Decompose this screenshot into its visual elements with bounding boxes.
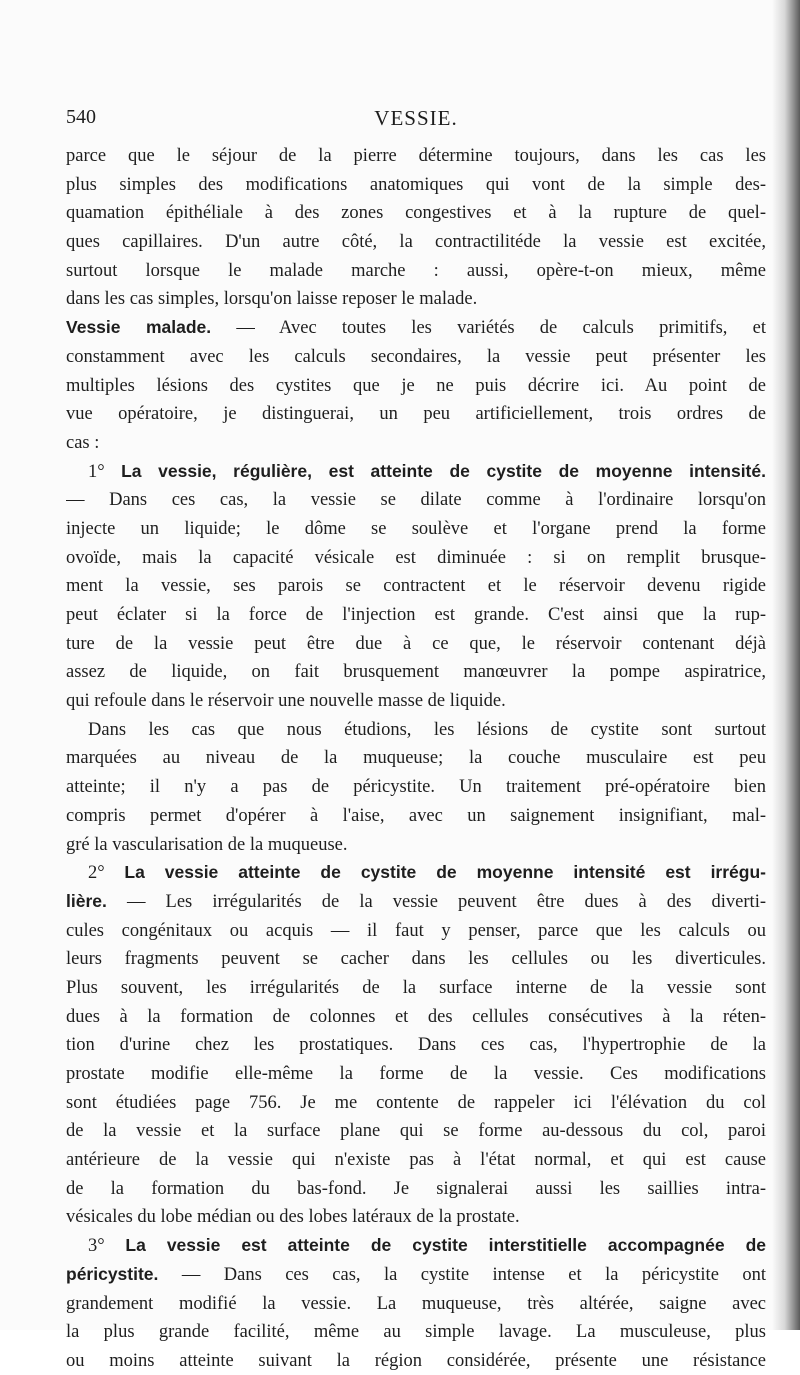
text-line: Plus souvent, les irrégularités de la surface interne de la vessie sont bbox=[66, 977, 766, 998]
text-line: grandement modifié la vessie. La muqueuse, très altérée, saigne avec bbox=[66, 1293, 766, 1314]
text-line: dans les cas simples, lorsqu'on laisse reposer le malade. bbox=[66, 289, 478, 310]
text-line: compris permet d'opérer à l'aise, avec un saignement insignifiant, mal- bbox=[66, 805, 766, 826]
text-line: sont étudiées page 756. Je me contente de rappeler ici l'élévation du col bbox=[66, 1092, 766, 1113]
text-line: de la vessie et la surface plane qui se forme au-dessous du col, paroi bbox=[66, 1121, 766, 1142]
text-line: — Dans ces cas, la vessie se dilate comme à l'ordinaire lorsqu'on bbox=[66, 490, 766, 511]
text-line: gré la vascularisation de la muqueuse. bbox=[66, 834, 348, 855]
text-line: cas : bbox=[66, 432, 100, 453]
text-line: prostate modifie elle-même la forme de la vessie. Ces modifications bbox=[66, 1064, 766, 1084]
page-edge-shadow bbox=[772, 0, 800, 1330]
running-title: VESSIE. bbox=[374, 106, 458, 130]
text-line: parce que le séjour de la pierre détermine toujours, dans les cas les bbox=[66, 146, 766, 166]
text-line: antérieure de la vessie qui n'existe pas à l'état normal, et qui est cause bbox=[66, 1150, 766, 1171]
text-line: atteinte; il n'y a pas de péricystite. Un traitement pré-opératoire bien bbox=[66, 777, 766, 798]
text-line: dues à la formation de colonnes et des cellules consécutives à la réten- bbox=[66, 1006, 766, 1027]
text-line: ture de la vessie peut être due à ce que, le réservoir contenant déjà bbox=[66, 633, 766, 654]
text-line: cules congénitaux ou acquis — il faut y penser, parce que les calculs ou bbox=[66, 920, 766, 941]
text-line: multiples lésions des cystites que je ne puis décrire ici. Au point de bbox=[66, 375, 766, 396]
text-line: leurs fragments peuvent se cacher dans les cellules ou les diverticules. bbox=[66, 949, 766, 970]
text-line: ovoïde, mais la capacité vésicale est diminuée : si on remplit brusque- bbox=[66, 547, 766, 568]
text-line: ou moins atteinte suivant la région considérée, présente une résistance bbox=[66, 1350, 766, 1371]
text-line: injecte un liquide; le dôme se soulève et l'organe prend la forme bbox=[66, 518, 766, 539]
text-line: lière. — Les irrégularités de la vessie peuvent être dues à des diverti- bbox=[66, 890, 766, 912]
text-line: ment la vessie, ses parois se contractent et le réservoir devenu rigide bbox=[66, 576, 766, 597]
text-line: quamation épithéliale à des zones congestives et à la rupture de quel- bbox=[66, 203, 766, 224]
text-line: vésicales du lobe médian ou des lobes latéraux de la prostate. bbox=[66, 1207, 520, 1228]
text-line: constamment avec les calculs secondaires, la vessie peut présenter les bbox=[66, 346, 766, 367]
text-line: plus simples des modifications anatomiques qui vont de la simple des- bbox=[66, 174, 766, 195]
body-text bbox=[66, 141, 766, 1375]
text-line: la plus grande facilité, même au simple lavage. La musculeuse, plus bbox=[66, 1322, 766, 1343]
text-line: 3° La vessie est atteinte de cystite interstitielle accompagnée de bbox=[88, 1235, 766, 1257]
text-line: Dans les cas que nous étudions, les lésions de cystite sont surtout bbox=[88, 719, 766, 740]
text-line: assez de liquide, on fait brusquement manœuvrer la pompe aspiratrice, bbox=[66, 662, 766, 683]
text-line: Vessie malade. — Avec toutes les variétés de calculs primitifs, et bbox=[66, 317, 766, 339]
text-line: de la formation du bas-fond. Je signalerai aussi les saillies intra- bbox=[66, 1178, 766, 1199]
text-line: qui refoule dans le réservoir une nouvelle masse de liquide. bbox=[66, 691, 506, 712]
text-line: peut éclater si la force de l'injection est grande. C'est ainsi que la rup- bbox=[66, 605, 766, 625]
text-line: 2° La vessie atteinte de cystite de moyenne intensité est irrégu- bbox=[88, 862, 766, 884]
text-line: surtout lorsque le malade marche : aussi, opère-t-on mieux, même bbox=[66, 260, 766, 281]
text-line: marquées au niveau de la muqueuse; la couche musculaire est peu bbox=[66, 748, 766, 769]
text-line: vue opératoire, je distinguerai, un peu artificiellement, trois ordres de bbox=[66, 404, 766, 425]
text-line: ques capillaires. D'un autre côté, la contractilitéde la vessie est excitée, bbox=[66, 232, 766, 253]
running-head bbox=[66, 106, 766, 132]
text-line: tion d'urine chez les prostatiques. Dans ces cas, l'hypertrophie de la bbox=[66, 1035, 766, 1056]
page-number: 540 bbox=[66, 106, 96, 128]
text-line: péricystite. — Dans ces cas, la cystite intense et la péricystite ont bbox=[66, 1263, 766, 1285]
text-line: 1° La vessie, régulière, est atteinte de cystite de moyenne intensité. bbox=[88, 460, 766, 482]
